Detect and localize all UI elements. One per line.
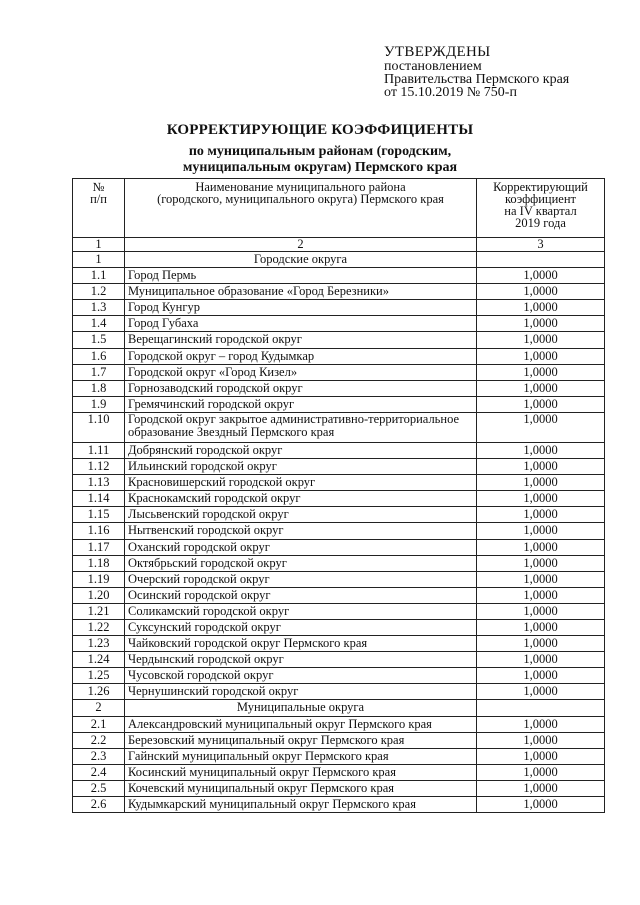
table-row xyxy=(73,652,605,668)
row-name: Чусовской городской округ xyxy=(125,668,477,684)
row-name: Город Пермь xyxy=(125,268,477,284)
table-row xyxy=(73,636,605,652)
row-coefficient: 1,0000 xyxy=(477,716,605,732)
row-name: Кочевский муниципальный округ Пермского края xyxy=(125,780,477,796)
table-row xyxy=(73,764,605,780)
table-row xyxy=(73,555,605,571)
row-name: Березовский муниципальный округ Пермского края xyxy=(125,732,477,748)
row-coefficient: 1,0000 xyxy=(477,732,605,748)
table-row xyxy=(73,619,605,635)
row-number: 2.3 xyxy=(73,748,125,764)
row-coefficient: 1,0000 xyxy=(477,748,605,764)
row-name: Муниципальное образование «Город Березники» xyxy=(125,284,477,300)
row-coefficient: 1,0000 xyxy=(477,764,605,780)
header-coefficient-line-2: коэффициент xyxy=(504,192,577,206)
row-name: Верещагинский городской округ xyxy=(125,332,477,348)
table-row xyxy=(73,412,605,442)
row-coefficient: 1,0000 xyxy=(477,539,605,555)
table-row xyxy=(73,316,605,332)
row-name: Оханский городской округ xyxy=(125,539,477,555)
row-name: Гайнский муниципальный округ Пермского края xyxy=(125,748,477,764)
row-coefficient: 1,0000 xyxy=(477,396,605,412)
table-row xyxy=(73,748,605,764)
row-number: 1.15 xyxy=(73,507,125,523)
row-name: Александровский муниципальный округ Пермского края xyxy=(125,716,477,732)
row-name: Краснокамский городской округ xyxy=(125,491,477,507)
row-name: Красновишерский городской округ xyxy=(125,475,477,491)
row-number: 1.7 xyxy=(73,364,125,380)
row-name-line-1: Городской округ закрытое административно-территориальное xyxy=(128,411,460,426)
row-coefficient: 1,0000 xyxy=(477,603,605,619)
header-number-line-2: п/п xyxy=(90,192,107,206)
table-row xyxy=(73,716,605,732)
row-number: 1.1 xyxy=(73,268,125,284)
table-row xyxy=(73,364,605,380)
row-number: 1.13 xyxy=(73,475,125,491)
row-coefficient: 1,0000 xyxy=(477,797,605,813)
approval-block xyxy=(384,46,569,99)
subtitle-line-2: муниципальным округам) Пермского края xyxy=(182,160,458,175)
row-name: Осинский городской округ xyxy=(125,587,477,603)
row-coefficient: 1,0000 xyxy=(477,523,605,539)
row-name-line-2: образование Звездный Пермского края xyxy=(128,424,335,439)
row-name: Добрянский городской округ xyxy=(125,442,477,458)
header-number-line-1: № xyxy=(92,180,105,194)
row-number: 1.20 xyxy=(73,587,125,603)
row-name xyxy=(125,412,477,442)
row-coefficient: 1,0000 xyxy=(477,555,605,571)
header-coefficient-line-1: Корректирующий xyxy=(493,180,588,194)
row-number: 1.17 xyxy=(73,539,125,555)
approval-line-1: постановлением xyxy=(384,59,482,74)
header-coefficient-line-4: 2019 года xyxy=(515,216,566,230)
table-row xyxy=(73,797,605,813)
row-name: Очерский городской округ xyxy=(125,571,477,587)
table-row xyxy=(73,475,605,491)
section-label: Городские округа xyxy=(125,252,477,268)
section-row xyxy=(73,252,605,268)
row-coefficient: 1,0000 xyxy=(477,668,605,684)
row-coefficient: 1,0000 xyxy=(477,491,605,507)
row-coefficient: 1,0000 xyxy=(477,442,605,458)
row-coefficient: 1,0000 xyxy=(477,300,605,316)
row-number: 1.25 xyxy=(73,668,125,684)
row-number: 1.6 xyxy=(73,348,125,364)
row-number: 1.3 xyxy=(73,300,125,316)
row-coefficient: 1,0000 xyxy=(477,380,605,396)
row-number: 1.26 xyxy=(73,684,125,700)
section-label: Муниципальные округа xyxy=(125,700,477,716)
row-number: 1.24 xyxy=(73,652,125,668)
row-coefficient: 1,0000 xyxy=(477,332,605,348)
row-name: Нытвенский городской округ xyxy=(125,523,477,539)
section-row xyxy=(73,700,605,716)
row-number: 1.9 xyxy=(73,396,125,412)
column-index-3: 3 xyxy=(477,238,605,252)
section-empty-cell xyxy=(477,252,605,268)
row-coefficient: 1,0000 xyxy=(477,507,605,523)
table-header-row xyxy=(73,179,605,238)
table-row xyxy=(73,300,605,316)
section-number: 1 xyxy=(73,252,125,268)
row-coefficient: 1,0000 xyxy=(477,316,605,332)
row-name: Горнозаводский городской округ xyxy=(125,380,477,396)
row-name: Кудымкарский муниципальный округ Пермского края xyxy=(125,797,477,813)
row-coefficient: 1,0000 xyxy=(477,284,605,300)
row-coefficient: 1,0000 xyxy=(477,684,605,700)
row-number: 2.1 xyxy=(73,716,125,732)
row-name: Чайковский городской округ Пермского края xyxy=(125,636,477,652)
document-subtitle xyxy=(0,144,640,176)
section-number: 2 xyxy=(73,700,125,716)
table-row xyxy=(73,284,605,300)
row-name: Городской округ «Город Кизел» xyxy=(125,364,477,380)
table-row xyxy=(73,539,605,555)
row-coefficient: 1,0000 xyxy=(477,348,605,364)
row-number: 1.11 xyxy=(73,442,125,458)
header-number xyxy=(73,179,125,238)
row-number: 2.2 xyxy=(73,732,125,748)
row-coefficient: 1,0000 xyxy=(477,652,605,668)
row-name: Городской округ – город Кудымкар xyxy=(125,348,477,364)
row-number: 2.4 xyxy=(73,764,125,780)
header-coefficient-line-3: на IV квартал xyxy=(504,204,577,218)
row-name: Чернушинский городской округ xyxy=(125,684,477,700)
section-empty-cell xyxy=(477,700,605,716)
row-name: Соликамский городской округ xyxy=(125,603,477,619)
row-name: Чердынский городской округ xyxy=(125,652,477,668)
row-number: 1.23 xyxy=(73,636,125,652)
row-number: 1.16 xyxy=(73,523,125,539)
row-name: Косинский муниципальный округ Пермского края xyxy=(125,764,477,780)
row-number: 1.18 xyxy=(73,555,125,571)
row-number: 1.12 xyxy=(73,459,125,475)
row-coefficient: 1,0000 xyxy=(477,412,605,442)
column-index-2: 2 xyxy=(125,238,477,252)
subtitle-line-1: по муниципальным районам (городским, xyxy=(188,144,452,159)
row-number: 2.6 xyxy=(73,797,125,813)
row-number: 1.8 xyxy=(73,380,125,396)
table-row xyxy=(73,780,605,796)
row-number: 1.22 xyxy=(73,619,125,635)
row-number: 1.10 xyxy=(73,412,125,442)
row-name: Гремячинский городской округ xyxy=(125,396,477,412)
document-title: КОРРЕКТИРУЮЩИЕ КОЭФФИЦИЕНТЫ xyxy=(166,122,474,138)
table-row xyxy=(73,684,605,700)
column-index-1: 1 xyxy=(73,238,125,252)
row-name: Лысьвенский городской округ xyxy=(125,507,477,523)
table-row xyxy=(73,668,605,684)
header-name-line-2: (городского, муниципального округа) Пермского края xyxy=(157,192,444,206)
row-coefficient: 1,0000 xyxy=(477,571,605,587)
row-number: 1.19 xyxy=(73,571,125,587)
table-row xyxy=(73,732,605,748)
table-row xyxy=(73,268,605,284)
row-name: Город Губаха xyxy=(125,316,477,332)
row-coefficient: 1,0000 xyxy=(477,459,605,475)
row-coefficient: 1,0000 xyxy=(477,364,605,380)
approval-line-3: от 15.10.2019 № 750-п xyxy=(384,85,517,100)
row-name: Город Кунгур xyxy=(125,300,477,316)
row-number: 1.4 xyxy=(73,316,125,332)
row-coefficient: 1,0000 xyxy=(477,268,605,284)
row-number: 2.5 xyxy=(73,780,125,796)
table-row xyxy=(73,380,605,396)
table-row xyxy=(73,603,605,619)
row-number: 1.2 xyxy=(73,284,125,300)
row-coefficient: 1,0000 xyxy=(477,587,605,603)
table-row xyxy=(73,491,605,507)
table-row xyxy=(73,442,605,458)
table-row xyxy=(73,523,605,539)
approval-heading: УТВЕРЖДЕНЫ xyxy=(384,44,491,60)
row-coefficient: 1,0000 xyxy=(477,636,605,652)
row-number: 1.5 xyxy=(73,332,125,348)
table-row xyxy=(73,587,605,603)
table-row xyxy=(73,571,605,587)
table-row xyxy=(73,507,605,523)
approval-line-2: Правительства Пермского края xyxy=(384,72,570,87)
row-name: Октябрьский городской округ xyxy=(125,555,477,571)
column-index-row xyxy=(73,238,605,252)
row-coefficient: 1,0000 xyxy=(477,619,605,635)
table-row xyxy=(73,332,605,348)
table-row xyxy=(73,459,605,475)
row-coefficient: 1,0000 xyxy=(477,780,605,796)
row-number: 1.21 xyxy=(73,603,125,619)
coefficients-table xyxy=(72,178,605,813)
row-name: Суксунский городской округ xyxy=(125,619,477,635)
table-row xyxy=(73,396,605,412)
header-coefficient xyxy=(477,179,605,238)
table-row xyxy=(73,348,605,364)
row-name: Ильинский городской округ xyxy=(125,459,477,475)
row-number: 1.14 xyxy=(73,491,125,507)
header-name-line-1: Наименование муниципального района xyxy=(195,180,406,194)
header-name xyxy=(125,179,477,238)
row-coefficient: 1,0000 xyxy=(477,475,605,491)
